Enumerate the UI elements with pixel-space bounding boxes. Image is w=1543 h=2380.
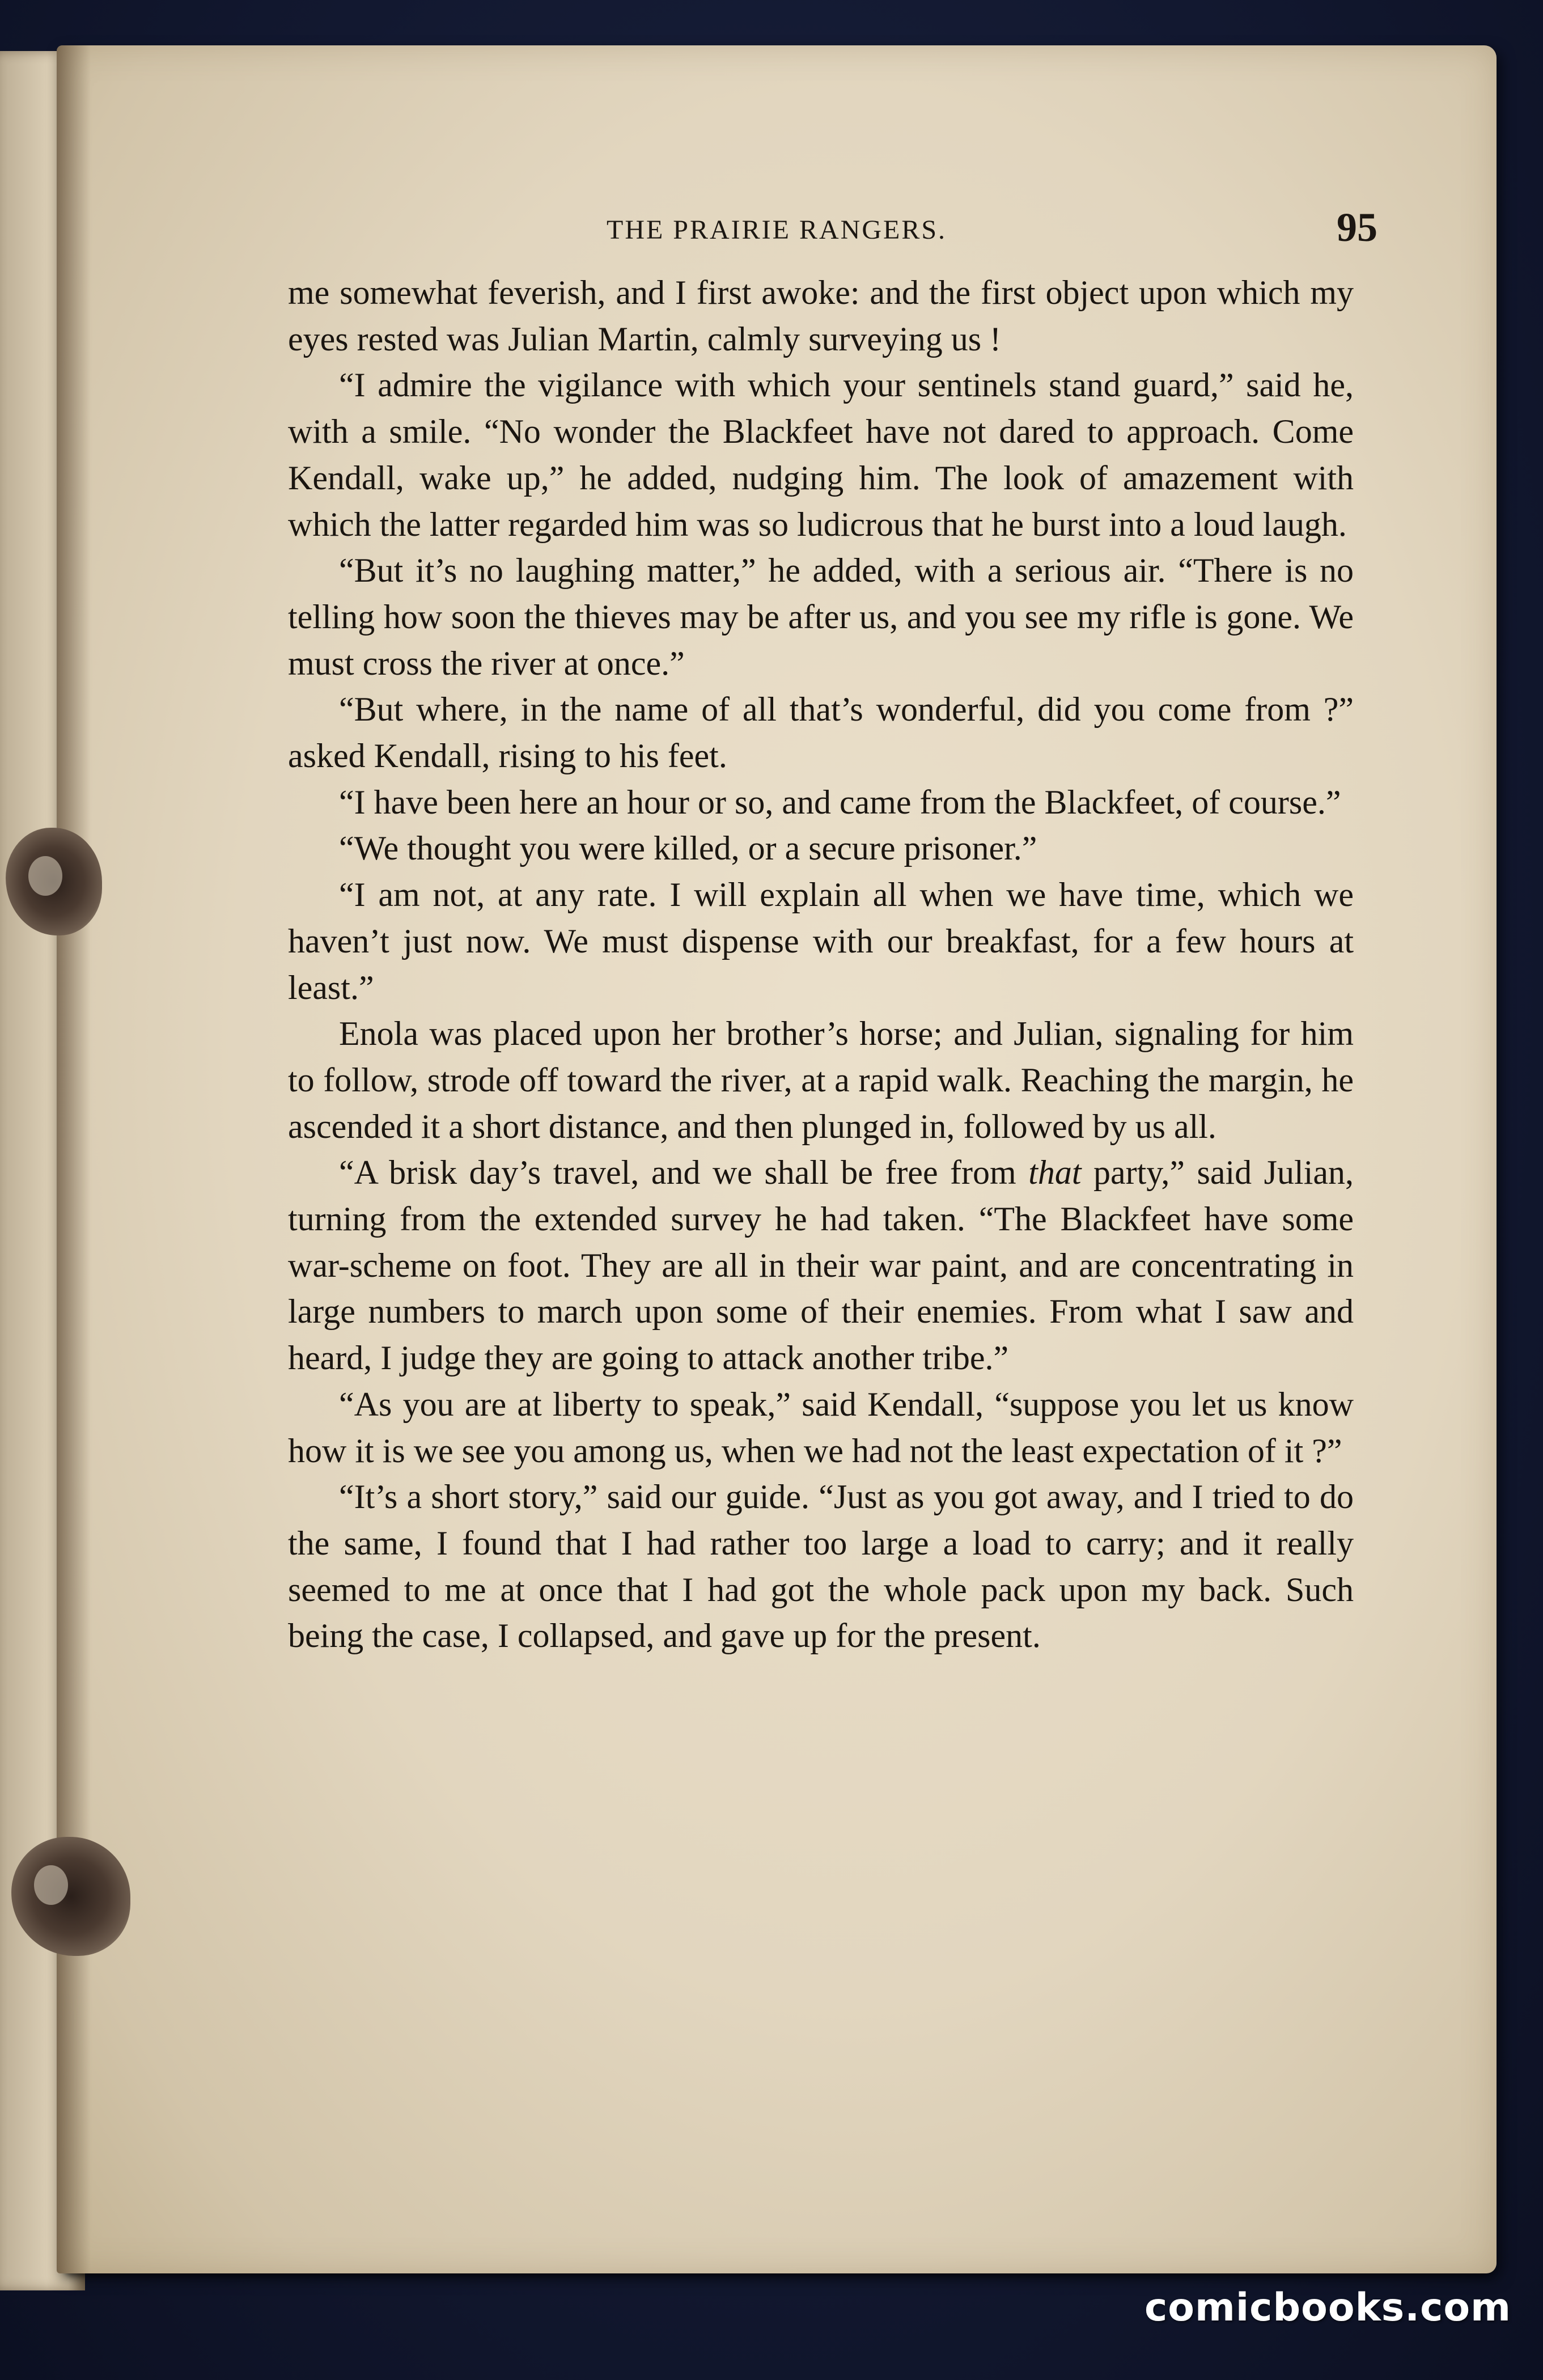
paragraph: “But where, in the name of all that’s wonderful, did you come from ?” asked Kendall, rising to his feet.: [288, 691, 1354, 775]
paragraph: “But it’s no laughing matter,” he added, with a serious air. “There is no telling how soon the thieves may be after us, and you see my rifle is gone. We must cross the river at once.”: [288, 552, 1354, 682]
paragraph: “I am not, at any rate. I will explain all when we have time, which we haven’t just now. We must dispense with our breakfast, for a few hours at least.”: [288, 876, 1354, 1006]
italic-emphasis: that: [1028, 1154, 1082, 1192]
paragraph: [288, 1150, 1354, 1382]
watermark: comicbooks.com: [1144, 2285, 1511, 2330]
running-head: THE PRAIRIE RANGERS.: [607, 215, 947, 245]
page-header: [607, 204, 1377, 249]
paragraph-text: “A brisk day’s travel, and we shall be free from: [339, 1154, 1029, 1192]
paragraph: me somewhat feverish, and I first awoke: and the first object upon which my eyes rested was Julian Martin, calmly surveying us !: [288, 274, 1354, 358]
paragraph: “As you are at liberty to speak,” said Kendall, “suppose you let us know how it is we see you among us, when we had not the least expectation of it ?”: [288, 1385, 1354, 1469]
page-number: 95: [1337, 205, 1377, 250]
paragraph: “We thought you were killed, or a secure prisoner.”: [339, 829, 1037, 867]
paragraph-text: party,” said Julian, turning from the extended survey he had taken. “The Blackfeet have some war-scheme on foot. They are all in their war paint, and are concentrating in large numbers to march upon some of their enemies. From what I saw and heard, I judge they are going to attack another tribe.”: [288, 1154, 1354, 1377]
body-text: [288, 270, 1354, 1659]
paragraph: “It’s a short story,” said our guide. “Just as you got away, and I tried to do the same, I found that I had rather too large a load to carry; and it really seemed to me at once that I had got the whole pack upon my back. Such being the case, I collapsed, and gave up for the present.: [288, 1478, 1354, 1655]
paragraph: Enola was placed upon her brother’s horse; and Julian, signaling for him to follow, strode off toward the river, at a rapid walk. Reaching the margin, he ascended it a short distance, and then plunged in, followed by us all.: [288, 1015, 1354, 1145]
paragraph: “I admire the vigilance with which your sentinels stand guard,” said he, with a smile. “No wonder the Blackfeet have not dared to approach. Come Kendall, wake up,” he added, nudging him. The look of amazement with which the latter regarded him was so ludicrous that he burst into a loud laugh.: [288, 366, 1354, 543]
paragraph: “I have been here an hour or so, and came from the Blackfeet, of course.”: [339, 783, 1341, 821]
